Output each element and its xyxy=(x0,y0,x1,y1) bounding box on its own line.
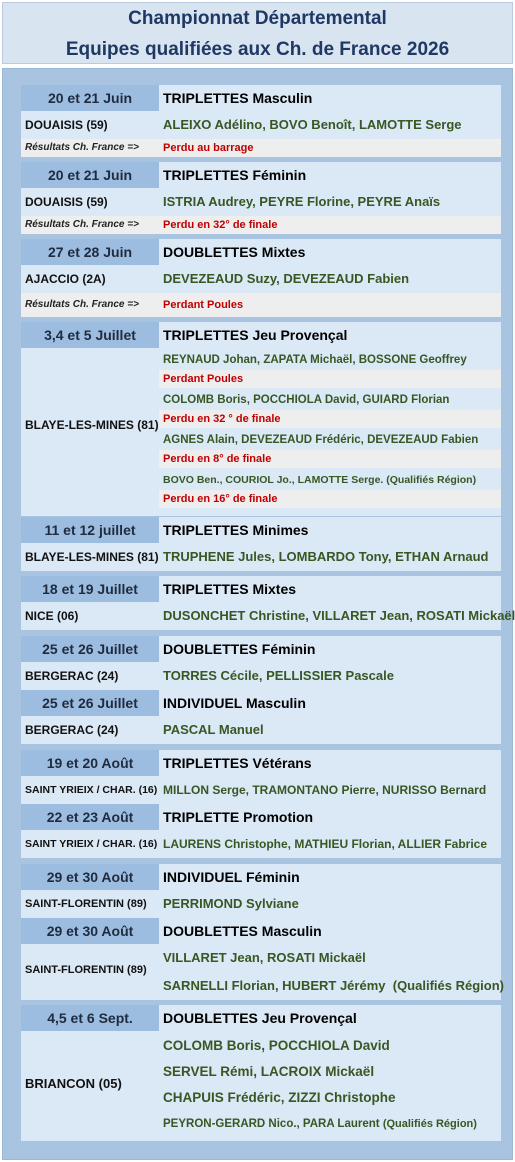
event-title: DOUBLETTES Masculin xyxy=(159,918,501,944)
team-names: ALEIXO Adélino, BOVO Benoît, LAMOTTE Serge xyxy=(163,117,462,132)
team-list xyxy=(21,348,501,516)
team-row xyxy=(21,662,501,690)
event-header xyxy=(21,918,501,944)
results-panel xyxy=(2,68,513,1160)
event-block xyxy=(21,517,501,571)
event-location: DOUAISIS (59) xyxy=(25,195,108,209)
team-row xyxy=(21,188,501,216)
event-location: SAINT-FLORENTIN (89) xyxy=(25,964,147,976)
team-row xyxy=(21,776,501,804)
event-title: TRIPLETTES Minimes xyxy=(159,517,501,543)
team-names: DUSONCHET Christine, VILLARET Jean, ROSATI Mickaël xyxy=(163,608,515,623)
team-names: REYNAUD Johan, ZAPATA Michaël, BOSSONE Geoffrey xyxy=(163,354,467,366)
event-header xyxy=(21,239,501,265)
event-header xyxy=(21,1005,501,1031)
team-names: ISTRIA Audrey, PEYRE Florine, PEYRE Anaïs xyxy=(163,194,441,209)
event-header xyxy=(21,636,501,662)
team-row xyxy=(21,543,501,571)
team-names: SARNELLI Florian, HUBERT Jérémy xyxy=(163,978,386,993)
event-location: SAINT YRIEIX / CHAR. (16) xyxy=(25,784,158,796)
event-date: 25 et 26 Juillet xyxy=(21,690,159,716)
result-value: Perdant Poules xyxy=(163,299,244,311)
event-header xyxy=(21,750,501,776)
event-title: DOUBLETTES Mixtes xyxy=(159,239,501,265)
event-title: TRIPLETTE Promotion xyxy=(159,804,501,830)
team-row xyxy=(21,111,501,139)
result-value: Perdu en 16° de finale xyxy=(159,490,501,508)
team-names: COLOMB Boris, POCCHIOLA David, GUIARD Florian xyxy=(163,394,450,406)
event-header xyxy=(21,804,501,830)
event-title: INDIVIDUEL Féminin xyxy=(159,864,501,890)
team-names: BOVO Ben., COURIOL Jo., LAMOTTE Serge. (Qualifiés Région) xyxy=(163,474,477,486)
result-label: Résultats Ch. France => xyxy=(25,142,139,153)
event-location: BLAYE-LES-MINES (81) xyxy=(25,550,159,564)
page-header xyxy=(2,2,513,64)
event-date: 3,4 et 5 Juillet xyxy=(21,322,159,348)
event-date: 27 et 28 Juin xyxy=(21,239,159,265)
event-title: TRIPLETTES Vétérans xyxy=(159,750,501,776)
result-row xyxy=(21,139,501,157)
event-date: 20 et 21 Juin xyxy=(21,85,159,111)
team-row xyxy=(21,890,501,918)
team-row xyxy=(21,602,515,630)
event-header xyxy=(21,162,501,188)
result-value: Perdu en 8° de finale xyxy=(159,450,501,468)
qualified-note: (Qualifiés Région) xyxy=(382,1118,477,1130)
team-names: PEYRON-GERARD Nico., PARA Laurent xyxy=(163,1118,380,1130)
event-location: DOUAISIS (59) xyxy=(25,118,108,132)
team-names: MILLON Serge, TRAMONTANO Pierre, NURISSO Bernard xyxy=(163,783,487,797)
team-row xyxy=(21,265,501,293)
result-value: Perdu en 32 ° de finale xyxy=(159,410,501,428)
event-location: NICE (06) xyxy=(25,609,79,623)
event-location: BERGERAC (24) xyxy=(25,669,119,683)
event-block xyxy=(21,239,501,317)
event-date: 4,5 et 6 Sept. xyxy=(21,1005,159,1031)
result-label: Résultats Ch. France => xyxy=(25,299,139,310)
team-names: SERVEL Rémi, LACROIX Mickaël xyxy=(163,1064,375,1079)
event-date: 18 et 19 Juillet xyxy=(21,576,159,602)
event-block xyxy=(21,85,501,157)
event-header xyxy=(21,690,501,716)
result-value: Perdu en 32° de finale xyxy=(163,219,278,231)
event-date: 22 et 23 Août xyxy=(21,804,159,830)
event-block xyxy=(21,864,504,1000)
team-row xyxy=(21,716,501,744)
team-names: TORRES Cécile, PELLISSIER Pascale xyxy=(163,668,394,683)
event-date: 19 et 20 Août xyxy=(21,750,159,776)
qualified-note: (Qualifiés Région) xyxy=(392,978,504,993)
event-title: TRIPLETTES Jeu Provençal xyxy=(159,322,501,348)
event-title: DOUBLETTES Féminin xyxy=(159,636,501,662)
event-date: 29 et 30 Août xyxy=(21,918,159,944)
event-block xyxy=(21,576,515,630)
team-names: AGNES Alain, DEVEZEAUD Frédéric, DEVEZEAUD Fabien xyxy=(163,434,479,446)
event-block xyxy=(21,1005,501,1141)
event-date: 29 et 30 Août xyxy=(21,864,159,890)
event-title: INDIVIDUEL Masculin xyxy=(159,690,501,716)
header-title: Championnat Départemental xyxy=(128,8,387,29)
event-block xyxy=(21,322,501,516)
team-names: LAURENS Christophe, MATHIEU Florian, ALLIER Fabrice xyxy=(163,837,488,851)
team-names: PERRIMOND Sylviane xyxy=(163,896,299,911)
event-header xyxy=(21,322,501,348)
result-row xyxy=(21,216,501,234)
event-location: BRIANCON (05) xyxy=(25,1076,122,1091)
event-title: TRIPLETTES Masculin xyxy=(159,85,501,111)
result-value: Perdu au barrage xyxy=(163,142,254,154)
event-date: 11 et 12 juillet xyxy=(21,517,159,543)
event-location: AJACCIO (2A) xyxy=(25,272,106,286)
team-row xyxy=(21,830,501,858)
team-names-qualified xyxy=(163,1111,501,1137)
team-names: COLOMB Boris, POCCHIOLA David xyxy=(163,1038,390,1053)
result-row xyxy=(21,293,501,317)
header-subtitle: Equipes qualifiées aux Ch. de France 2026 xyxy=(65,39,450,60)
event-block xyxy=(21,162,501,234)
result-label: Résultats Ch. France => xyxy=(25,219,139,230)
team-names: DEVEZEAUD Suzy, DEVEZEAUD Fabien xyxy=(163,271,410,286)
team-names: VILLARET Jean, ROSATI Mickaël xyxy=(163,950,366,965)
event-header xyxy=(21,864,501,890)
event-header xyxy=(21,517,501,543)
event-location: BERGERAC (24) xyxy=(25,723,119,737)
event-title: TRIPLETTES Féminin xyxy=(159,162,501,188)
event-title: DOUBLETTES Jeu Provençal xyxy=(159,1005,501,1031)
event-title: TRIPLETTES Mixtes xyxy=(159,576,501,602)
team-list xyxy=(21,944,504,1000)
event-header xyxy=(21,576,501,602)
event-header xyxy=(21,85,501,111)
team-names: PASCAL Manuel xyxy=(163,722,264,737)
event-date: 20 et 21 Juin xyxy=(21,162,159,188)
event-block xyxy=(21,750,501,858)
team-names: TRUPHENE Jules, LOMBARDO Tony, ETHAN Arnaud xyxy=(163,549,489,564)
team-list xyxy=(21,1031,501,1141)
event-block xyxy=(21,636,501,744)
event-date: 25 et 26 Juillet xyxy=(21,636,159,662)
event-location: SAINT-FLORENTIN (89) xyxy=(25,898,147,910)
event-location: SAINT YRIEIX / CHAR. (16) xyxy=(25,838,158,850)
team-names-qualified xyxy=(163,972,504,1000)
result-value: Perdant Poules xyxy=(159,370,501,388)
team-names: CHAPUIS Frédéric, ZIZZI Christophe xyxy=(163,1090,396,1105)
event-location: BLAYE-LES-MINES (81) xyxy=(25,418,159,432)
